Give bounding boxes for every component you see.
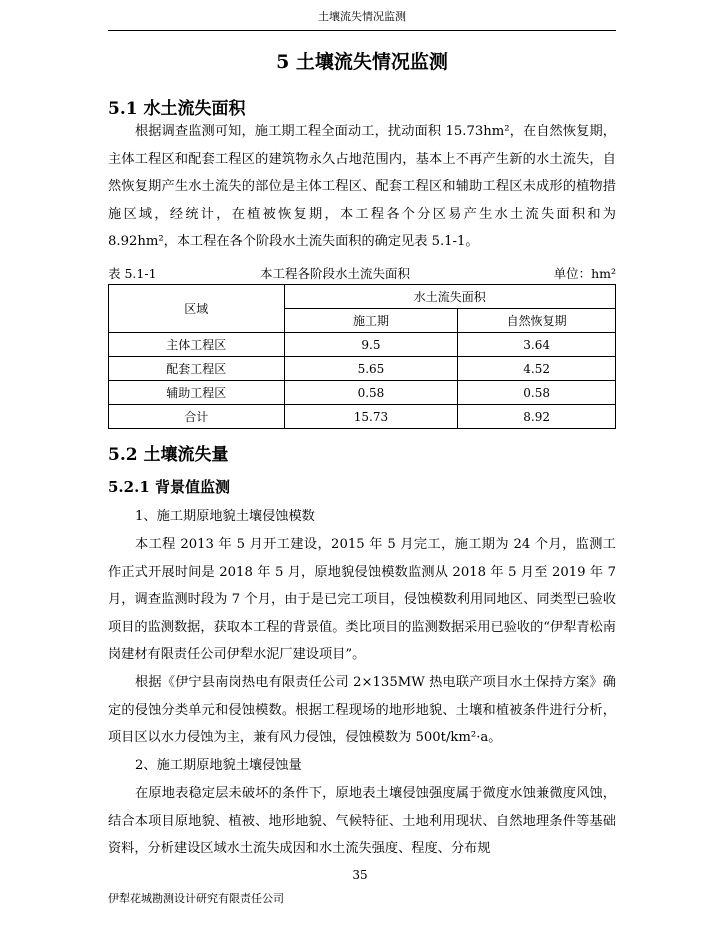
row-recovery: 8.92 xyxy=(458,405,616,429)
table-caption xyxy=(108,264,616,282)
header-recovery: 自然恢复期 xyxy=(458,309,616,333)
chapter-title: 5 土壤流失情况监测 xyxy=(276,51,448,73)
item2-title: 2、施工期原地貌土壤侵蚀量 xyxy=(135,758,302,773)
row-recovery: 3.64 xyxy=(458,333,616,357)
row-recovery: 4.52 xyxy=(458,357,616,381)
row-construction: 5.65 xyxy=(284,357,458,381)
table-number: 表 5.1-1 xyxy=(108,266,157,281)
soil-erosion-area-table xyxy=(108,284,616,429)
section-heading-5-2: 5.2 土壤流失量 xyxy=(108,445,229,465)
header-group: 水土流失面积 xyxy=(284,285,615,309)
item2-paragraph: 在原地表稳定层未破坏的条件下，原地表土壤侵蚀强度属于微度水蚀兼微度风蚀，结合本项目原地貌、植被、地形地貌、气候特征、土地利用现状、自然地理条件等基础资料，分析建设区域水土流失成因和水土流失强度、程度、分布规 xyxy=(108,786,616,857)
page-number: 35 xyxy=(352,868,368,882)
row-construction: 15.73 xyxy=(284,405,458,429)
running-header: 土壤流失情况监测 xyxy=(108,8,616,31)
row-area: 主体工程区 xyxy=(109,333,285,357)
row-construction: 9.5 xyxy=(284,333,458,357)
subsection-heading-5-2-1: 5.2.1 背景值监测 xyxy=(108,478,230,496)
row-area: 配套工程区 xyxy=(109,357,285,381)
section-heading-5-1: 5.1 水土流失面积 xyxy=(108,99,246,119)
item1-title: 1、施工期原地貌土壤侵蚀模数 xyxy=(135,509,315,524)
row-area: 辅助工程区 xyxy=(109,381,285,405)
row-recovery: 0.58 xyxy=(458,381,616,405)
table-row xyxy=(109,333,616,357)
table-row-total xyxy=(109,405,616,429)
header-construction: 施工期 xyxy=(284,309,458,333)
item1-paragraph-1: 本工程 2013 年 5 月开工建设，2015 年 5 月完工，施工期为 24 个月，监测工作正式开展时间是 2018 年 5 月，原地貌侵蚀模数监测从 2018 年 5 月至 2019 年 7 月，调查监测时段为 7 个月，由于是已完工项目，侵蚀模数利用同地区、同类型已验收项目的监测数据，获取本工程的背景值。类比项目的监测数据采用已验收的“伊犁青松南岗建材有限责任公司伊犁水泥厂建设项目”。 xyxy=(108,537,616,663)
row-area: 合计 xyxy=(109,405,285,429)
table-row xyxy=(109,357,616,381)
table-title: 本工程各阶段水土流失面积 xyxy=(260,266,411,281)
header-area: 区域 xyxy=(109,285,285,333)
section-5-1-paragraph: 根据调查监测可知，施工期工程全面动工，扰动面积 15.73hm²，在自然恢复期，主体工程区和配套工程区的建筑物永久占地范围内，基本上不再产生新的水土流失，自然恢复期产生水土流失的部位是主体工程区、配套工程区和辅助工程区未成形的植物措施区域，经统计，在植被恢复期，本工程各个分区易产生水土流失面积和为 8.92hm²，本工程在各个阶段水土流失面积的确定见表 5.1-1。 xyxy=(108,124,616,250)
row-construction: 0.58 xyxy=(284,381,458,405)
table-unit: 单位：hm² xyxy=(553,266,616,281)
table-row xyxy=(109,381,616,405)
item1-paragraph-2: 根据《伊宁县南岗热电有限责任公司 2×135MW 热电联产项目水土保持方案》确定的侵蚀分类单元和侵蚀模数。根据工程现场的地形地貌、土壤和植被条件进行分析，项目区以水力侵蚀为主，兼有风力侵蚀，侵蚀模数为 500t/km²·a。 xyxy=(108,675,616,746)
footer-organization: 伊犁花城勘测设计研究有限责任公司 xyxy=(108,892,284,905)
